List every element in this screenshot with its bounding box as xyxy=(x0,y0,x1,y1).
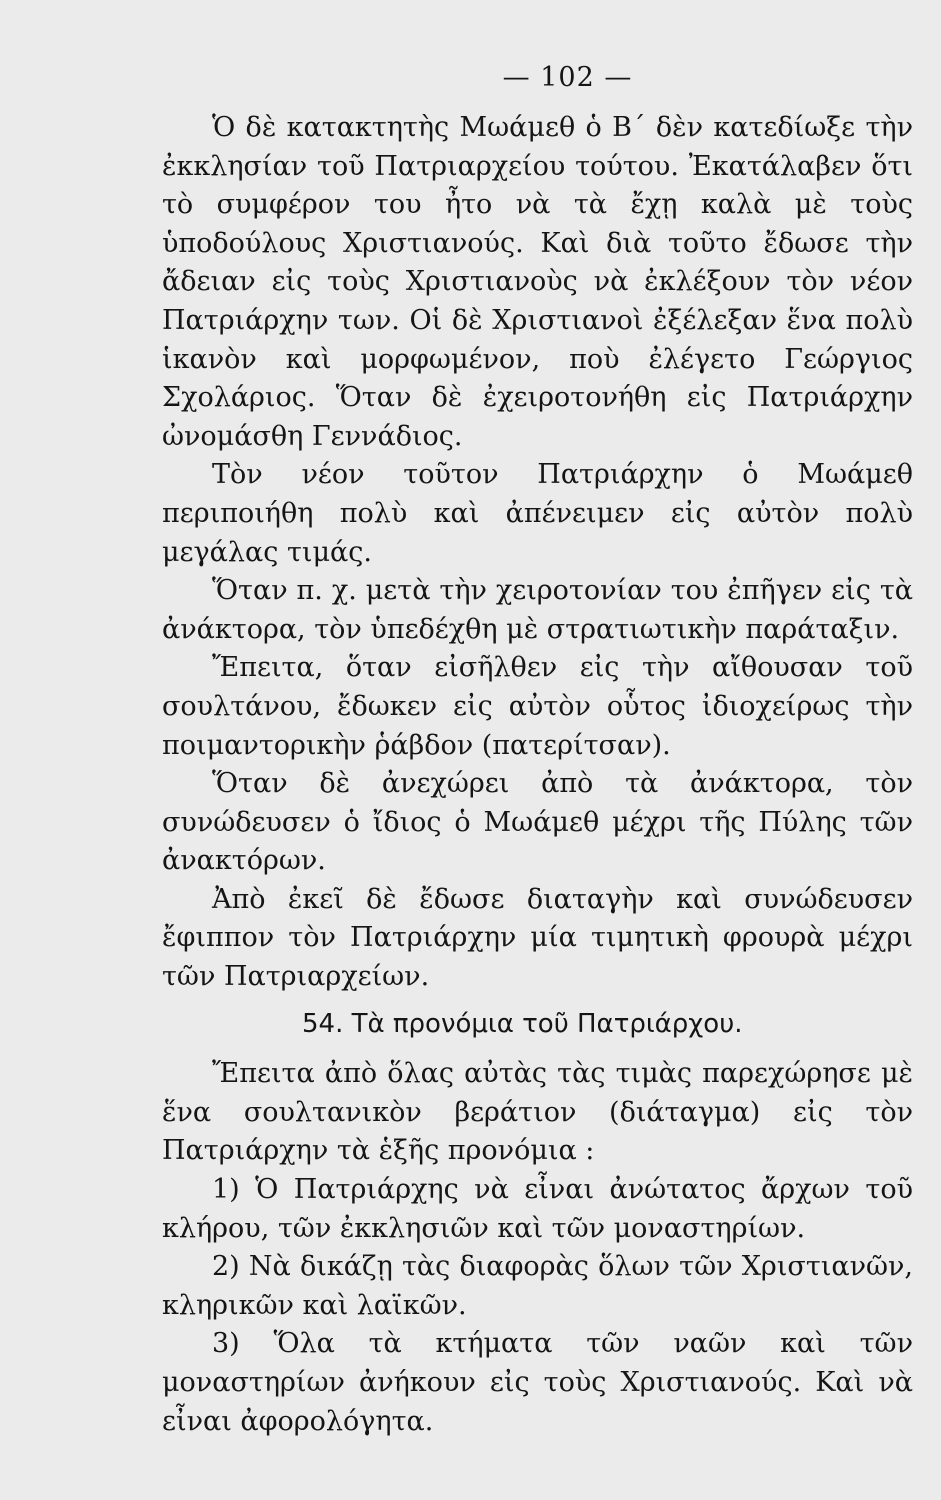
paragraph-honors: Τὸν νέον τοῦτον Πατριάρχην ὁ Μωάμεθ περιποιήθη πολὺ καὶ ἀπένειμεν εἰς αὐτὸν πολὺ μεγάλας τιμάς. xyxy=(162,459,913,568)
paragraph-conqueror: Ὁ δὲ κατακτητὴς Μωάμεθ ὁ Β΄ δὲν κατεδίωξε τὴν ἐκκλησίαν τοῦ Πατριαρχείου τούτου. Ἐκατάλαβεν ὅτι τὸ συμφέρον του ἦτο νὰ τὰ ἔχῃ καλὰ μὲ τοὺς ὑποδούλους Χριστιανούς. Καὶ διὰ τοῦτο ἔδωσε τὴν ἄδειαν εἰς τοὺς Χριστιανοὺς νὰ ἐκλέξουν τὸν νέον Πατριάρχην των. Οἱ δὲ Χριστιανοὶ ἐξέλεξαν ἕνα πολὺ ἱκανὸν καὶ μορφωμένον, ποὺ ἐλέγετο Γεώργιος Σχολάριος. Ὅταν δὲ ἐχειροτονήθη εἰς Πατριάρχην ὠνομάσθη Γεννάδιος. xyxy=(162,112,913,452)
privilege-item-3: 3) Ὅλα τὰ κτήματα τῶν ναῶν καὶ τῶν μοναστηρίων ἀνήκουν εἰς τοὺς Χριστιανούς. Καὶ νὰ εἶναι ἀφορολόγητα. xyxy=(162,1328,913,1437)
privilege-item-1: 1) Ὁ Πατριάρχης νὰ εἶναι ἀνώτατος ἄρχων τοῦ κλήρου, τῶν ἐκκλησιῶν καὶ τῶν μοναστηρίων. xyxy=(162,1174,913,1244)
paragraph-privileges-intro: Ἔπειτα ἀπὸ ὅλας αὐτὰς τὰς τιμὰς παρεχώρησε μὲ ἕνα σουλτανικὸν βεράτιον (διάταγμα) εἰς τὸν Πατριάρχην τὰ ἑξῆς προνόμια : xyxy=(162,1058,913,1167)
privilege-item-2: 2) Νὰ δικάζῃ τὰς διαφορὰς ὅλων τῶν Χριστιανῶν, κληρικῶν καὶ λαϊκῶν. xyxy=(162,1251,913,1321)
paragraph-escort-gate: Ὅταν δὲ ἀνεχώρει ἀπὸ τὰ ἀνάκτορα, τὸν συνώδευσεν ὁ ἴδιος ὁ Μωάμεθ μέχρι τῆς Πύλης τῶν ἀνακτόρων. xyxy=(162,768,913,877)
paragraph-honor-guard: Ἀπὸ ἐκεῖ δὲ ἔδωσε διαταγὴν καὶ συνώδευσεν ἔφιππον τὸν Πατριάρχην μία τιμητικὴ φρουρὰ μέχρι τῶν Πατριαρχείων. xyxy=(162,883,913,993)
paragraph-palace-visit: Ὅταν π. χ. μετὰ τὴν χειροτονίαν του ἐπῆγεν εἰς τὰ ἀνάκτορα, τὸν ὑπεδέχθη μὲ στρατιωτικὴν παράταξιν. xyxy=(162,575,913,645)
section-heading: 54. Τὰ προνόμια τοῦ Πατριάρχου. xyxy=(302,1008,743,1039)
page-number: — 102 — xyxy=(502,62,633,93)
paragraph-staff: Ἔπειτα, ὅταν εἰσῆλθεν εἰς τὴν αἴθουσαν τοῦ σουλτάνου, ἔδωκεν εἰς αὐτὸν οὗτος ἰδιοχείρως τὴν ποιμαντορικὴν ῥάβδον (πατερίτσαν). xyxy=(162,652,913,761)
